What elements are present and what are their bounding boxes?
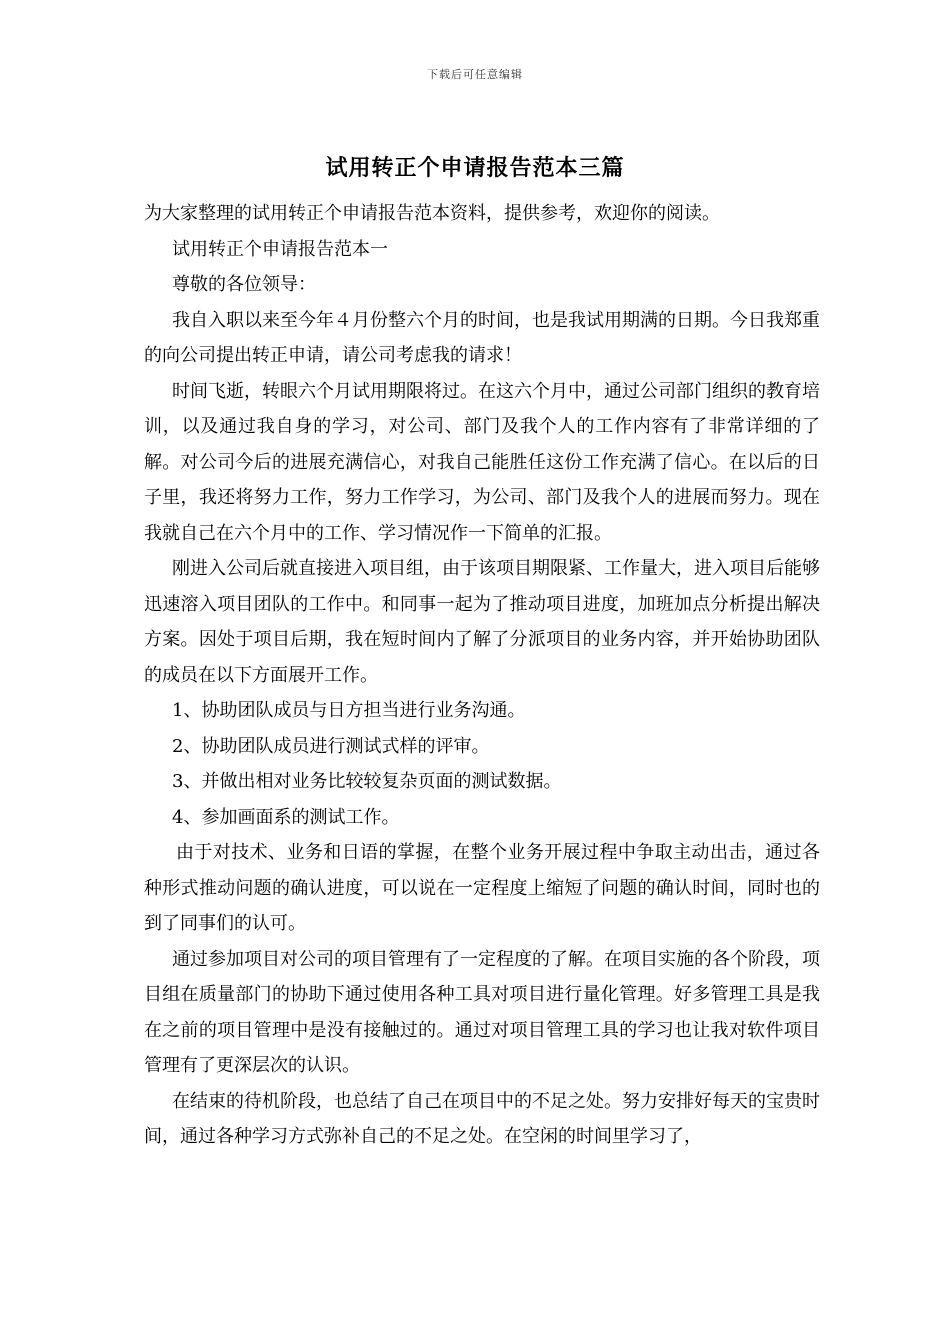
intro-paragraph: 为大家整理的试用转正个申请报告范本资料，提供参考，欢迎你的阅读。 xyxy=(144,203,720,224)
paragraph: 在结束的待机阶段，也总结了自己在项目中的不足之处。努力安排好每天的宝贵时间，通过各种学习方式弥补自己的不足之处。在空闲的时间里学习了， xyxy=(144,1090,820,1147)
paragraph: 刚进入公司后就直接进入项目组，由于该项目期限紧、工作量大，进入项目后能够迅速溶入项目团队的工作中。和同事一起为了推动项目进度，加班加点分析提出解决方案。因处于项目后期，我在短时间内了解了分派项目的业务内容，并开始协助团队的成员在以下方面展开工作。 xyxy=(144,558,820,686)
list-item: 3、并做出相对业务比较较复杂页面的测试数据。 xyxy=(172,771,562,792)
paragraph: 由于对技术、业务和日语的掌握，在整个业务开展过程中争取主动出击，通过各种形式推动问题的确认进度，可以说在一定程度上缩短了问题的确认时间，同时也的到了同事们的认可。 xyxy=(144,842,820,934)
paragraph: 时间飞逝，转眼六个月试用期限将过。在这六个月中，通过公司部门组织的教育培训，以及通过我自身的学习，对公司、部门及我个人的工作内容有了非常详细的了解。对公司今后的进展充满信心，对我自己能胜任这份工作充满了信心。在以后的日子里，我还将努力工作，努力工作学习，为公司、部门及我个人的进展而努力。现在我就自己在六个月中的工作、学习情况作一下简单的汇报。 xyxy=(144,380,820,544)
paragraph: 我自入职以来至今年４月份整六个月的时间，也是我试用期满的日期。今日我郑重的向公司提出转正申请，请公司考虑我的请求！ xyxy=(144,309,820,366)
document-body xyxy=(144,196,820,1155)
list-item: 2、协助团队成员进行测试式样的评审。 xyxy=(172,735,490,757)
header-note: 下载后可任意编辑 xyxy=(427,68,523,81)
salutation: 尊敬的各位领导： xyxy=(172,274,316,295)
paragraph: 通过参加项目对公司的项目管理有了一定程度的了解。在项目实施的各个阶段，项目组在质量部门的协助下通过使用各种工具对项目进行量化管理。好多管理工具是我在之前的项目管理中是没有接触过的。通过对项目管理工具的学习也让我对软件项目管理有了更深层次的认识。 xyxy=(144,948,820,1076)
document-title: 试用转正个申请报告范本三篇 xyxy=(325,155,625,181)
list-item: 1、协助团队成员与日方担当进行业务沟通。 xyxy=(172,700,526,721)
list-item: 4、参加画面系的测试工作。 xyxy=(172,806,400,828)
section-heading: 试用转正个申请报告范本一 xyxy=(172,238,388,260)
